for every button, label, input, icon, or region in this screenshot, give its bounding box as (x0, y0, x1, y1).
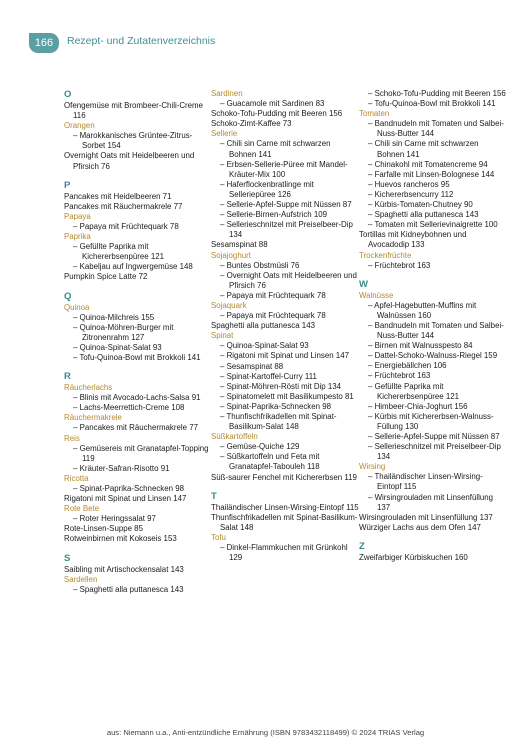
index-subentry: – Gefüllte Paprika mit Kichererbsenpüree 121 (368, 381, 460, 401)
index-ingredient-heading: Orangen (64, 121, 95, 131)
index-entry: Zweifarbiger Kürbiskuchen 160 (359, 552, 468, 562)
index-subentry: – Gefüllte Paprika mit Kichererbsenpüree 121 (73, 242, 165, 262)
index-subentry: – Kürbis mit Kichererbsen-Walnuss-Füllung 130 (368, 411, 494, 431)
index-subentry: – Haferflockenbratlinge mit Selleriepüree 126 (220, 179, 314, 199)
index-subentry: – Papaya mit Früchtequark 78 (73, 221, 179, 231)
index-subentry: – Wirsingrouladen mit Linsenfüllung 137 (368, 492, 494, 512)
index-subentry: – Kräuter-Safran-Risotto 91 (73, 463, 170, 473)
page-number-badge: 166 (29, 33, 59, 53)
index-subentry: – Sellerieschnitzel mit Preiselbeer-Dip 134 (220, 220, 353, 240)
index-ingredient-heading: Räuchermakrele (64, 413, 122, 423)
index-subentry: – Bandnudeln mit Tomaten und Salbei-Nuss-Butter 144 (368, 119, 504, 139)
index-subentry: – Tomaten mit Sellerievinaigrette 100 (368, 220, 498, 230)
index-column-1 (64, 89, 212, 595)
index-letter-heading: W (359, 278, 368, 290)
index-subentry: – Erbsen-Sellerie-Püree mit Mandel-Kräuter-Mix 100 (220, 159, 348, 179)
index-subentry: – Früchtebrot 163 (368, 371, 431, 381)
index-subentry: – Himbeer-Chia-Joghurt 156 (368, 401, 468, 411)
index-subentry: – Schoko-Tofu-Pudding mit Beeren 156 (368, 89, 506, 98)
index-subentry: – Spinat-Paprika-Schnecken 98 (220, 401, 331, 411)
index-entry: Thailändischer Linsen-Wirsing-Eintopf 115 (211, 502, 359, 512)
index-subentry: – Gemüse-Quiche 129 (220, 442, 300, 452)
index-subentry: – Chinakohl mit Tomatencreme 94 (368, 159, 488, 169)
index-letter-heading: P (64, 179, 71, 191)
index-subentry: – Thunfischfrikadellen mit Spinat-Basilikum-Salat 148 (220, 412, 337, 432)
index-ingredient-heading: Walnüsse (359, 290, 394, 300)
index-subentry: – Papaya mit Früchtequark 78 (220, 311, 326, 321)
index-ingredient-heading: Trockenfrüchte (359, 250, 412, 260)
index-subentry: – Kichererbsencurry 112 (368, 189, 454, 199)
index-letter-heading: S (64, 552, 71, 564)
index-ingredient-heading: Süßkartoffeln (211, 432, 258, 442)
index-ingredient-heading: Sardinen (211, 89, 243, 98)
index-entry: Tortillas mit Kidneybohnen und Avocadodip 133 (359, 230, 467, 250)
index-ingredient-heading: Ricotta (64, 473, 89, 483)
index-letter-heading: T (211, 490, 217, 502)
index-subentry: – Tofu-Quinoa-Bowl mit Brokkoli 141 (73, 352, 201, 362)
footer-credit: aus: Niemann u.a., Anti-entzündliche Ernährung (ISBN 9783432118499) © 2024 TRIAS Verlag (106, 728, 425, 737)
index-subentry: – Buntes Obstmüsli 76 (220, 260, 300, 270)
index-subentry: – Sellerie-Birnen-Aufstrich 109 (220, 210, 328, 220)
index-ingredient-heading: Paprika (64, 232, 91, 242)
index-ingredient-heading: Quinoa (64, 302, 90, 312)
index-subentry: – Rigatoni mit Spinat und Linsen 147 (220, 351, 349, 361)
index-ingredient-heading: Sardellen (64, 574, 98, 584)
index-subentry: – Quinoa-Möhren-Burger mit Zitronenrahm 127 (73, 322, 174, 342)
index-subentry: – Guacamole mit Sardinen 83 (220, 99, 325, 109)
index-entry: Schoko-Zimt-Kaffee 73 (211, 119, 292, 129)
index-subentry: – Quinoa-Milchreis 155 (73, 312, 155, 322)
index-subentry: – Chili sin Carne mit schwarzen Bohnen 141 (220, 139, 331, 159)
index-subentry: – Overnight Oats mit Heidelbeeren und Pfirsich 76 (220, 270, 357, 290)
index-letter-heading: Q (64, 290, 72, 302)
index-entry: Rigatoni mit Spinat und Linsen 147 (64, 494, 187, 504)
index-subentry: – Bandnudeln mit Tomaten und Salbei-Nuss-Butter 144 (368, 320, 504, 341)
index-subentry: – Sellerieschnitzel mit Preiselbeer-Dip 134 (368, 442, 501, 462)
index-letter-heading: Z (359, 540, 365, 552)
index-entry: Süß-saurer Fenchel mit Kichererbsen 119 (211, 472, 357, 482)
index-entry: Thunfischfrikadellen mit Spinat-Basilikum-Salat 148 (211, 512, 358, 532)
index-subentry: – Sellerie-Apfel-Suppe mit Nüssen 87 (368, 432, 500, 441)
index-subentry: – Quinoa-Spinat-Salat 93 (73, 342, 162, 352)
index-column-2 (211, 89, 359, 563)
index-subentry: – Früchtebrot 163 (368, 260, 431, 270)
index-subentry: – Sellerie-Apfel-Suppe mit Nüssen 87 (220, 200, 352, 210)
index-subentry: – Gemüsereis mit Granatapfel-Topping 119 (73, 443, 209, 463)
index-subentry: – Thailändischer Linsen-Wirsing-Eintopf 115 (368, 472, 483, 492)
index-ingredient-heading: Papaya (64, 211, 91, 221)
index-ingredient-heading: Spinat (211, 331, 234, 341)
index-entry: Overnight Oats mit Heidelbeeren und Pfirsich 76 (64, 151, 195, 171)
index-ingredient-heading: Räucherlachs (64, 383, 113, 393)
index-entry: Spaghetti alla puttanesca 143 (211, 321, 315, 331)
index-subentry: – Süßkartoffeln und Feta mit Granatapfel-Taboulеh 118 (220, 452, 320, 472)
index-subentry: – Spinat-Kartoffel-Curry 111 (220, 371, 317, 381)
index-subentry: – Pancakes mit Räuchermakrele 77 (73, 423, 198, 433)
index-entry: Wirsingrouladen mit Linsenfüllung 137 (359, 512, 493, 522)
index-entry: Pancakes mit Räuchermakrele 77 (64, 201, 183, 211)
index-letter-heading: R (64, 371, 71, 383)
index-subentry: – Kürbis-Tomaten-Chutney 90 (368, 200, 473, 210)
index-subentry: – Tofu-Quinoa-Bowl mit Brokkoli 141 (368, 99, 496, 109)
index-entry: Rote-Linsen-Suppe 85 (64, 524, 143, 534)
index-subentry: – Spinatomelett mit Basilikumpesto 81 (220, 391, 354, 401)
index-subentry: – Farfalle mit Linsen-Bolognese 144 (368, 169, 495, 179)
index-subentry: – Dattel-Schoko-Walnuss-Riegel 159 (368, 351, 498, 361)
index-subentry: – Spaghetti alla puttanesca 143 (73, 584, 184, 594)
index-ingredient-heading: Wirsing (359, 462, 386, 472)
index-entry: Pumpkin Spice Latte 72 (64, 272, 148, 282)
index-subentry: – Chili sin Carne mit schwarzen Bohnen 141 (368, 139, 479, 159)
index-ingredient-heading: Tomaten (359, 109, 390, 119)
index-subentry: – Lachs-Meerrettich-Creme 108 (73, 403, 185, 413)
index-entry: Schoko-Tofu-Pudding mit Beeren 156 (211, 109, 343, 119)
index-ingredient-heading: Sellerie (211, 129, 238, 139)
index-entry: Pancakes mit Heidelbeeren 71 (64, 191, 172, 201)
index-subentry: – Sesamspinat 88 (220, 361, 284, 371)
index-ingredient-heading: Sojaquark (211, 300, 247, 310)
index-subentry: – Birnen mit Walnusspesto 84 (368, 341, 473, 351)
index-ingredient-heading: Sojajoghurt (211, 250, 251, 260)
index-subentry: – Huevos rancheros 95 (368, 179, 450, 189)
index-subentry: – Quinoa-Spinat-Salat 93 (220, 341, 309, 351)
index-entry: Ofengemüse mit Brombeer-Chili-Creme 116 (64, 101, 204, 121)
index-letter-heading: O (64, 89, 72, 100)
index-ingredient-heading: Tofu (211, 532, 226, 542)
page-header (0, 0, 531, 80)
index-subentry: – Blinis mit Avocado-Lachs-Salsa 91 (73, 393, 201, 403)
index-subentry: – Spinat-Möhren-Rösti mit Dip 134 (220, 381, 342, 391)
index-subentry: – Papaya mit Früchtequark 78 (220, 290, 326, 300)
index-subentry: – Energiebällchen 106 (368, 361, 447, 371)
index-ingredient-heading: Rote Bete (64, 504, 100, 514)
index-entry: Sesamspinat 88 (211, 240, 268, 250)
index-subentry: – Roter Heringssalat 97 (73, 514, 156, 524)
index-subentry: – Spaghetti alla puttanesca 143 (368, 210, 479, 220)
index-subentry: – Marokkanisches Grüntee-Zitrus-Sorbet 154 (73, 131, 193, 151)
index-subentry: – Apfel-Hagebutten-Muffins mit Walnüssen 160 (368, 300, 477, 320)
index-ingredient-heading: Reis (64, 433, 80, 443)
index-entry: Rotweinbirnen mit Kokoseis 153 (64, 534, 177, 544)
page-title: Rezept- und Zutatenverzeichnis (67, 35, 216, 47)
index-column-3 (359, 89, 507, 563)
index-entry: Würziger Lachs aus dem Ofen 147 (359, 522, 481, 532)
index-subentry: – Kabeljau auf Ingwergemüse 148 (73, 262, 193, 272)
index-subentry: – Spinat-Paprika-Schnecken 98 (73, 484, 184, 493)
index-entry: Saibling mit Artischockensalat 143 (64, 564, 184, 574)
index-subentry: – Dinkel-Flammkuchen mit Grünkohl 129 (220, 543, 348, 563)
